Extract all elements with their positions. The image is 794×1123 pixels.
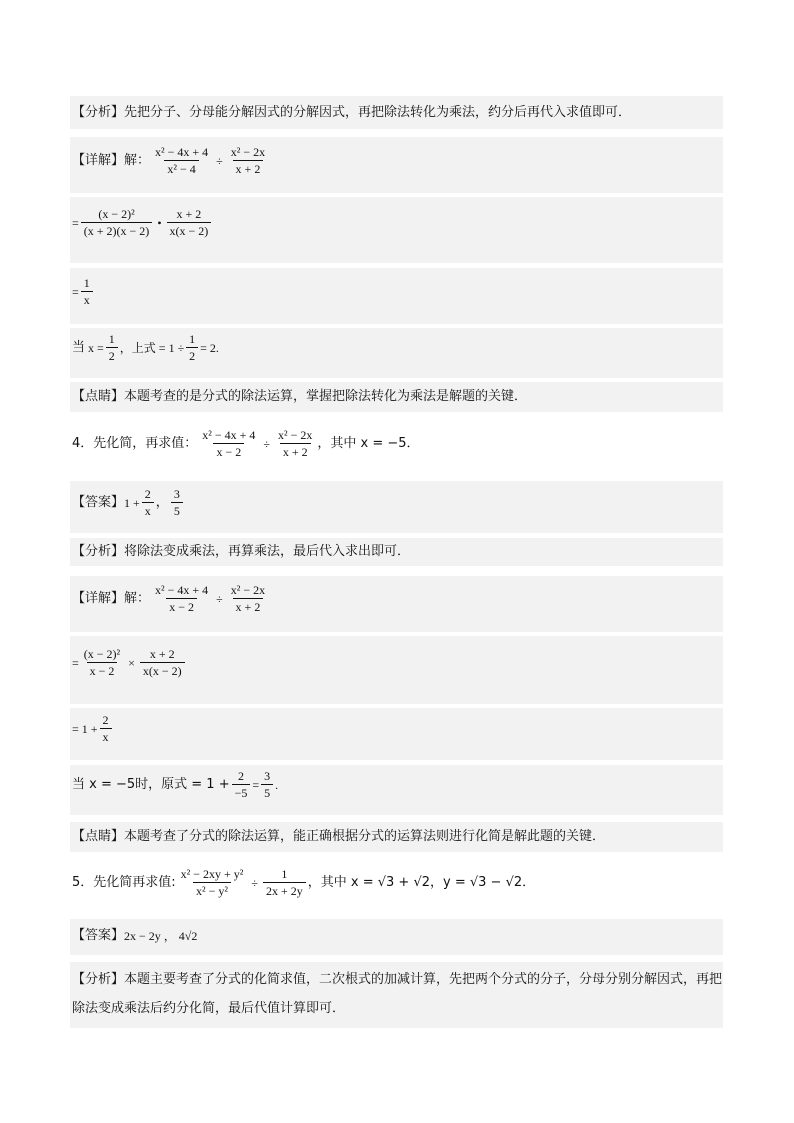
step4c-line	[72, 769, 278, 800]
detail4-fraction-2: $\frac{\text{x² − 2x}}{x + 2}$	[230, 583, 266, 614]
step3a-fraction-2: $\frac{x + 2}{x(x - 2)}$	[167, 207, 212, 238]
step3c-result: = 2.	[200, 340, 219, 355]
step4c-result: $\frac{3}{5}$	[261, 769, 273, 800]
equals-sign: =	[252, 777, 260, 792]
answer5-line	[72, 927, 197, 945]
step3c-line	[72, 332, 219, 363]
answer4-fraction: $\frac{2}{x}$	[142, 487, 154, 518]
question5-fraction-1: $\frac{\text{x² − 2xy + y²}}{\text{x² − y²}}$	[180, 867, 244, 898]
answer5-label: 【答案】	[72, 928, 125, 943]
step3b-line	[72, 276, 95, 307]
equals-sign: =	[72, 284, 79, 299]
question4-line	[72, 428, 420, 459]
step4b-line	[72, 713, 114, 744]
comment3-text: 【点睛】本题考查的是分式的除法运算，掌握把除法转化为乘法是解题的关键．	[72, 389, 528, 404]
question4-fraction-2: $\frac{\text{x² − 2x}}{x + 2}$	[278, 428, 313, 459]
question5-fraction-2: $\frac{1}{2x + 2y}$	[263, 867, 306, 898]
step4b-lead: = 1 +	[72, 721, 98, 736]
step4c-fraction: $\frac{2}{-5}$	[232, 769, 251, 800]
step3c-half-2: $\frac{1}{2}$	[186, 332, 198, 363]
detail4-label: 【详解】解：	[72, 590, 151, 606]
step3b-band	[70, 268, 723, 324]
times-sign: ×	[128, 655, 135, 670]
step4c-when: 当 x = −5时，原式 = 1 +	[72, 776, 230, 792]
analysis4-text: 【分析】将除法变成乘法，再算乘法，最后代入求出即可．	[72, 544, 411, 559]
answer4-label: 【答案】	[72, 494, 125, 510]
step4a-fraction-2: $\frac{x + 2}{x(x - 2)}$	[140, 647, 185, 678]
detail3-fraction-2: $\frac{\text{x² − 2x}}{x + 2}$	[230, 145, 266, 176]
answer4-value: $\frac{3}{5}$	[171, 487, 183, 518]
step3c-half: $\frac{1}{2}$	[106, 332, 118, 363]
answer4-sep: ，	[155, 494, 169, 510]
question5-line	[72, 867, 535, 898]
question4-suffix: ，其中 x = −5．	[317, 435, 420, 451]
answer5-value: 2x − 2y ， 4√2	[124, 929, 198, 943]
multiply-dot: •	[157, 215, 162, 230]
step3a-line	[72, 207, 213, 238]
equals-sign: =	[72, 215, 79, 230]
divide-sign: ÷	[251, 875, 258, 890]
answer4-lead: 1 +	[124, 495, 140, 510]
comment4-text: 【点睛】本题考查了分式的除法运算，能正确根据分式的运算法则进行化简是解此题的关键．	[72, 829, 606, 844]
question4-prefix: 4．先化简，再求值：	[72, 435, 198, 451]
step3a-fraction-1: $\frac{\text{(x − 2)²}}{(x + 2)(x - 2)}$	[81, 207, 153, 238]
detail3-label: 【详解】解：	[72, 152, 151, 168]
step4a-line	[72, 647, 187, 678]
question5-suffix: ，其中 x = √3 + √2，y = √3 − √2．	[307, 874, 536, 890]
step3b-fraction: $\frac{1}{x}$	[81, 276, 93, 307]
step3c-x-eq: x =	[88, 340, 104, 355]
detail4-line	[72, 583, 270, 614]
question4-fraction-1: $\frac{\text{x² − 4x + 4}}{x - 2}$	[202, 428, 256, 459]
step3c-mid: ，上式 = 1 ÷	[119, 340, 185, 355]
detail4-fraction-1: $\frac{\text{x² − 4x + 4}}{x - 2}$	[155, 583, 209, 614]
analysis3-text: 【分析】先把分子、分母能分解因式的分解因式，再把除法转化为乘法，约分后再代入求值即可．	[72, 105, 632, 120]
step4b-fraction: $\frac{2}{x}$	[100, 713, 112, 744]
analysis5-text: 【分析】本题主要考查了分式的化简求值，二次根式的加减计算，先把两个分式的分子，分母分别分解因式，再把除法变成乘法后约分化简，最后代值计算即可．	[72, 972, 723, 1016]
divide-sign: ÷	[216, 591, 223, 606]
question5-prefix: 5．先化简再求值:	[72, 874, 176, 890]
answer4-line	[72, 487, 185, 518]
divide-sign: ÷	[216, 153, 223, 168]
divide-sign: ÷	[263, 436, 271, 451]
detail3-line	[72, 145, 270, 176]
step4b-band	[70, 708, 723, 760]
detail3-fraction-1: $\frac{\text{x² − 4x + 4}}{\text{x² − 4}}$	[155, 145, 209, 176]
step4c-end: .	[275, 777, 279, 792]
step4a-fraction-1: $\frac{\text{(x − 2)²}}{x - 2}$	[83, 647, 121, 678]
equals-sign: =	[72, 655, 79, 670]
step3c-when: 当	[72, 339, 86, 355]
